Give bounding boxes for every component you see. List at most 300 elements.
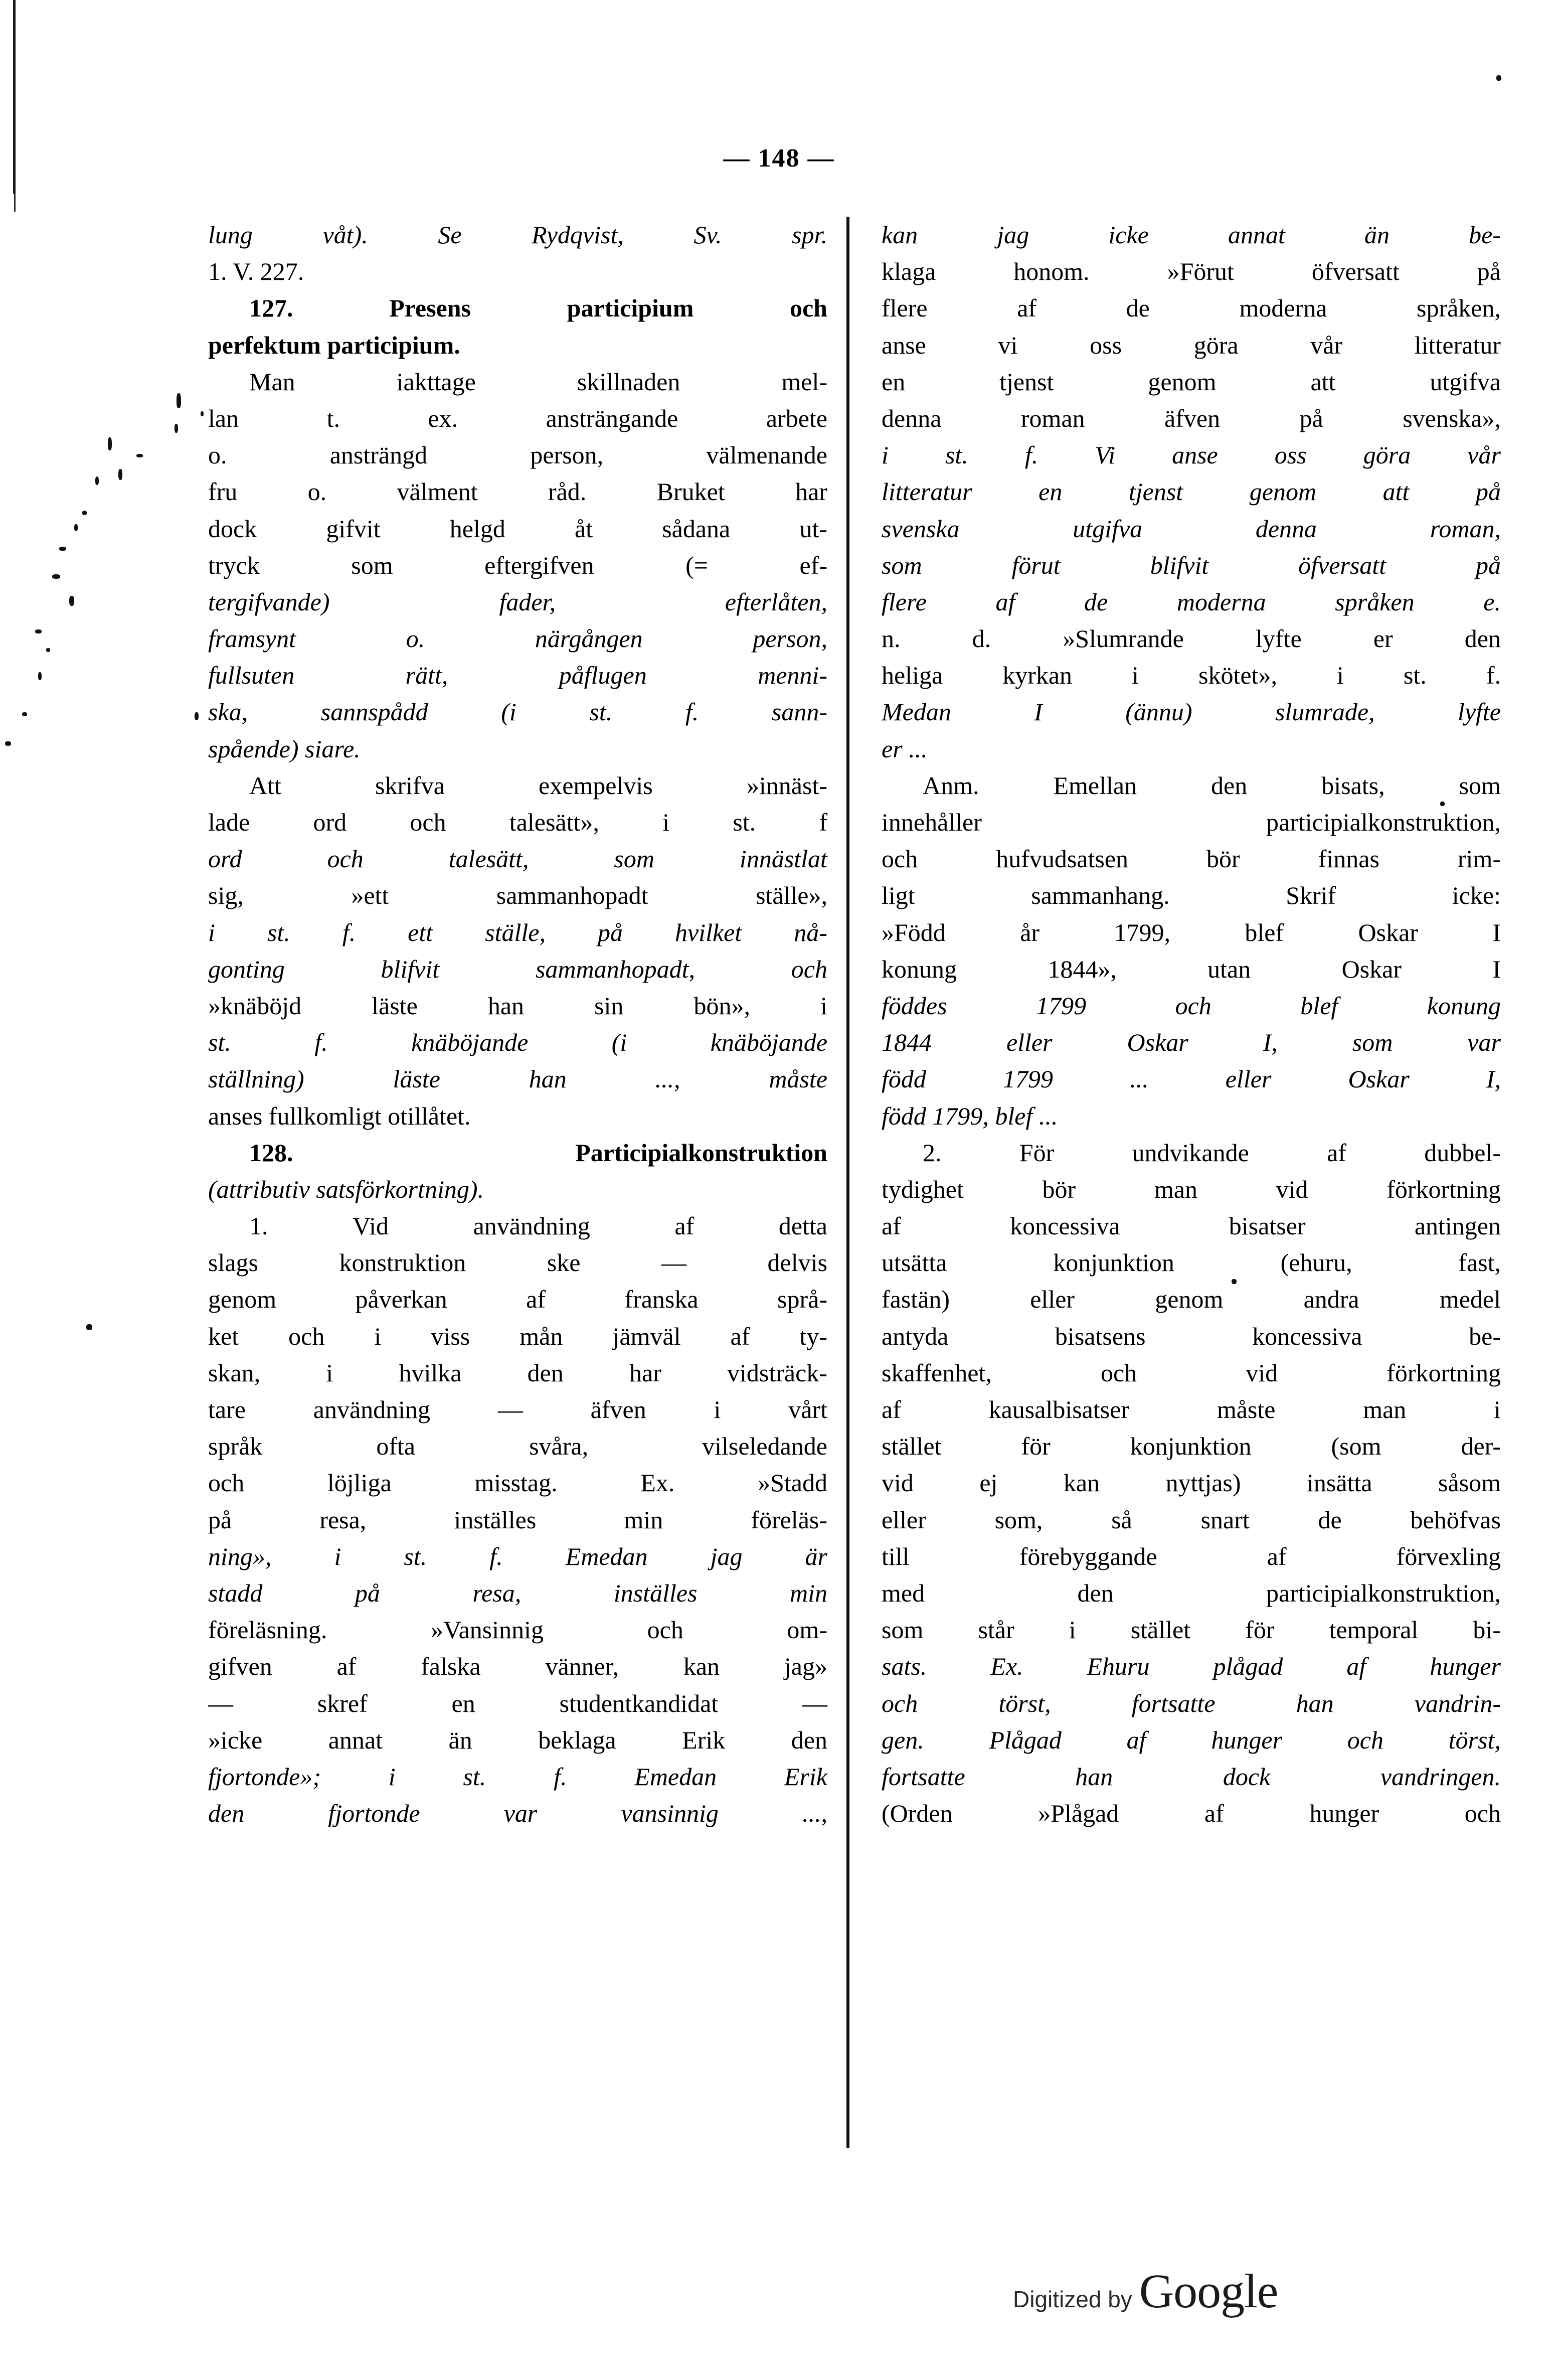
word: hunger (1211, 1725, 1282, 1754)
word: på (1299, 404, 1323, 432)
word: född (882, 1065, 926, 1093)
word: o. (406, 624, 425, 653)
word: dubbel- (1424, 1138, 1501, 1167)
word: anse (1172, 441, 1218, 469)
word: n. (882, 624, 901, 653)
word: konung (1427, 991, 1501, 1020)
word: i (1132, 661, 1139, 690)
word: ej (979, 1469, 998, 1497)
text-line (882, 327, 1501, 364)
word: kyrkan (1002, 661, 1073, 690)
word: st. (733, 808, 756, 836)
word: litteratur (1414, 331, 1501, 359)
text-line (882, 1318, 1501, 1355)
text-line (882, 1208, 1501, 1244)
word: kan (683, 1652, 720, 1681)
text-line (882, 1391, 1501, 1428)
text-line (882, 1759, 1501, 1795)
word: ut- (799, 514, 827, 543)
word: (i (501, 698, 516, 726)
word: i (1336, 661, 1344, 690)
text-line (208, 914, 827, 951)
word: i (208, 918, 215, 946)
word: »icke (208, 1725, 263, 1754)
text-line: (attributiv satsförkortning). (208, 1175, 484, 1203)
word: f. (1024, 441, 1038, 469)
word: de (1318, 1505, 1342, 1534)
text-line (882, 511, 1501, 547)
word: inställes (613, 1578, 698, 1607)
dust-speck (201, 411, 204, 416)
google-logo-text: Google (1139, 2264, 1278, 2318)
dust-speck (195, 712, 199, 720)
word: »Plågad (1038, 1799, 1119, 1828)
word: 2. (923, 1138, 942, 1167)
word: den (208, 1799, 245, 1828)
word: koncessiva (1010, 1212, 1120, 1240)
word: eller (882, 1505, 926, 1534)
word: ning», (208, 1542, 272, 1570)
word: för (1021, 1432, 1051, 1461)
word: falska (421, 1652, 481, 1681)
dust-speck (69, 596, 74, 606)
word: i (662, 808, 670, 836)
word: han (529, 1065, 567, 1093)
word: skaffenhet, (882, 1358, 992, 1387)
dust-speck (82, 511, 87, 515)
word: (ännu) (1125, 698, 1192, 726)
text-line (882, 217, 1501, 253)
word: studentkandidat (559, 1689, 719, 1717)
text-line (208, 1244, 827, 1281)
word: min (624, 1505, 663, 1534)
word: dock (1223, 1762, 1271, 1791)
word: af (674, 1212, 695, 1240)
word: — (661, 1248, 686, 1277)
word: äfven (1164, 404, 1221, 432)
word: än (448, 1725, 472, 1754)
word: Sv. (694, 221, 722, 249)
word: flere (882, 587, 927, 616)
word: mel- (781, 367, 827, 396)
word: menni- (758, 661, 827, 690)
word: svenska», (1403, 404, 1501, 432)
text-line (208, 511, 827, 547)
text-line (882, 1355, 1501, 1391)
word: genom (208, 1285, 277, 1314)
text-line (882, 364, 1501, 400)
word: i (388, 1762, 396, 1791)
word: af (730, 1322, 750, 1350)
word: resa, (472, 1578, 522, 1607)
word: som (882, 1616, 924, 1644)
word: tydighet (882, 1175, 964, 1203)
word: skan, (208, 1358, 261, 1387)
word: participialkonstruktion, (1266, 808, 1501, 836)
word: af (1267, 1542, 1287, 1570)
word: var (1467, 1028, 1501, 1057)
scan-edge-artifact-lower (14, 194, 16, 212)
dust-speck (95, 477, 99, 485)
word: ord (208, 845, 242, 873)
word: Se (438, 221, 462, 249)
word: undvikande (1132, 1138, 1249, 1167)
word: i (882, 441, 889, 469)
word: eller (1030, 1285, 1075, 1314)
word: ty- (799, 1322, 827, 1350)
text-line (882, 1575, 1501, 1612)
word: bön», (694, 991, 750, 1020)
text-line (882, 584, 1501, 620)
word: skillnaden (577, 367, 680, 396)
word: som (1459, 771, 1501, 800)
word: vår (1467, 441, 1501, 469)
word: litteratur (882, 478, 972, 506)
word: slumrade, (1275, 698, 1375, 726)
word: påflugen (559, 661, 647, 690)
word: vandringen. (1380, 1762, 1501, 1791)
word: ... (1130, 1065, 1149, 1093)
word: lyfte (1457, 698, 1501, 726)
word: törst, (998, 1689, 1051, 1717)
word: löjliga (327, 1469, 392, 1497)
word: på (208, 1505, 232, 1534)
text-line (208, 1612, 827, 1648)
word: fast, (1458, 1248, 1501, 1277)
word: Skrif (1286, 881, 1336, 910)
text-line (882, 1648, 1501, 1685)
word: utgifva (1430, 367, 1501, 396)
word: knäböjande (710, 1028, 827, 1057)
text-line (882, 547, 1501, 584)
text-line: anses fullkomligt otillåtet. (208, 1101, 471, 1130)
word: fader, (499, 587, 556, 616)
text-line (882, 1061, 1501, 1097)
word: man (1154, 1175, 1197, 1203)
word: (ehuru, (1280, 1248, 1352, 1277)
word: innästlat (739, 845, 827, 873)
word: har (795, 478, 827, 506)
watermark-prefix-text: Digitized by (1013, 2286, 1132, 2312)
word: blef (1245, 918, 1284, 946)
word: föreläs- (751, 1505, 827, 1534)
word: bör (1206, 845, 1240, 873)
word: och (882, 1689, 918, 1717)
text-line (208, 767, 827, 804)
word: att (1382, 478, 1410, 506)
word: fastän) (882, 1285, 950, 1314)
word: sann- (771, 698, 827, 726)
word: stället (1130, 1616, 1191, 1644)
word: antingen (1414, 1212, 1501, 1240)
word: måste (1217, 1395, 1276, 1423)
word: Plågad (989, 1725, 1062, 1754)
text-line (882, 1502, 1501, 1538)
word: tjenst (999, 367, 1054, 396)
word: 127. (249, 294, 293, 323)
word: behöfvas (1410, 1505, 1501, 1534)
dust-speck (136, 454, 143, 457)
word: st. (1403, 661, 1427, 690)
word: ligt (882, 881, 915, 910)
word: sannspådd (320, 698, 428, 726)
word: »Född (882, 918, 946, 946)
word: 128. (249, 1138, 293, 1167)
word: svåra, (529, 1432, 589, 1461)
word: antyda (882, 1322, 949, 1350)
text-line (208, 804, 827, 841)
column-divider-rule (846, 217, 849, 2148)
word: moderna (1239, 294, 1327, 323)
word: viss (431, 1322, 470, 1350)
word: temporal (1329, 1616, 1419, 1644)
text-line (208, 1024, 827, 1061)
word: och (647, 1616, 683, 1644)
word: Emedan (634, 1762, 717, 1791)
text-line (882, 1685, 1501, 1722)
word: fortsatte (882, 1762, 965, 1791)
word: »innäst- (746, 771, 827, 800)
word: 1799 (1003, 1065, 1054, 1093)
word: (som (1331, 1432, 1381, 1461)
word: Anm. (923, 771, 979, 800)
word: språken, (1417, 294, 1501, 323)
word: genom (1148, 367, 1217, 396)
word: »Stadd (758, 1469, 827, 1497)
word: en (882, 367, 906, 396)
word: Ex. (990, 1652, 1023, 1681)
word: skötet», (1198, 661, 1277, 690)
word: till (882, 1542, 910, 1570)
word: som (351, 551, 393, 579)
text-line (882, 400, 1501, 437)
word: 1844 (882, 1028, 932, 1057)
word: förebyggande (1019, 1542, 1157, 1570)
word: af (1204, 1799, 1224, 1828)
dust-speck (175, 424, 178, 433)
word: heliga (882, 661, 943, 690)
text-line (208, 1795, 827, 1832)
word: närgången (535, 624, 643, 653)
word: språ- (777, 1285, 827, 1314)
text-line (882, 841, 1501, 877)
word: — (497, 1395, 523, 1423)
text-line (208, 877, 827, 914)
word: utgifva (1073, 514, 1143, 543)
word: Vid (353, 1212, 389, 1240)
word: lung (208, 221, 253, 249)
word: (Orden (882, 1799, 953, 1828)
word: hunger (1309, 1799, 1379, 1828)
dust-speck (38, 672, 42, 680)
word: användning (473, 1212, 590, 1240)
word: spr. (792, 221, 827, 249)
word: genom (1249, 478, 1317, 506)
word: vid (882, 1469, 914, 1497)
word: slags (208, 1248, 258, 1277)
text-line: spående) siare. (208, 734, 361, 763)
text-line (208, 290, 827, 327)
word: 1. (249, 1212, 268, 1240)
word: beklaga (538, 1725, 616, 1754)
text-line (208, 1648, 827, 1685)
word: förkortning (1387, 1358, 1501, 1387)
word: som (614, 845, 654, 873)
text-line (208, 841, 827, 877)
text-line (882, 290, 1501, 327)
word: sammanhang. (1031, 881, 1170, 910)
word: af (995, 587, 1015, 616)
word: utsätta (882, 1248, 947, 1277)
word: lan (208, 404, 239, 432)
word: Ehuru (1087, 1652, 1150, 1681)
dust-speck (5, 741, 11, 746)
word: han (487, 991, 525, 1020)
word: jämväl (612, 1322, 681, 1350)
word: o. (208, 441, 227, 469)
word: som, (994, 1505, 1043, 1534)
text-line (208, 1318, 827, 1355)
word: er (1373, 624, 1393, 653)
word: icke (1108, 221, 1149, 249)
word: bisatsens (1055, 1322, 1146, 1350)
word: förvexling (1396, 1542, 1501, 1570)
word: franska (624, 1285, 699, 1314)
word: såsom (1438, 1469, 1501, 1497)
word: tjenst (1128, 478, 1183, 506)
word: icke: (1452, 881, 1501, 910)
text-line (882, 877, 1501, 914)
word: han (1296, 1689, 1334, 1717)
word: (= (685, 551, 708, 579)
word: af (526, 1285, 546, 1314)
word: konung (882, 955, 957, 983)
word: den (791, 1725, 827, 1754)
word: den (1464, 624, 1501, 653)
dust-speck (74, 524, 78, 531)
word: Emedan (565, 1542, 648, 1570)
word: välment (397, 478, 478, 506)
dust-speck (46, 648, 50, 652)
word: I (1034, 698, 1043, 726)
word: 1844», (1048, 955, 1117, 983)
word: så (1111, 1505, 1132, 1534)
dust-speck (52, 574, 60, 579)
word: gonting (208, 955, 285, 983)
word: hunger (1430, 1652, 1501, 1681)
word: äfven (590, 1395, 646, 1423)
word: vid (1246, 1358, 1278, 1387)
text-line (882, 951, 1501, 988)
word: hufvudsatsen (996, 845, 1129, 873)
word: d. (972, 624, 991, 653)
word: utan (1207, 955, 1251, 983)
dust-speck (108, 437, 112, 450)
word: bisatser (1229, 1212, 1306, 1240)
word: som (882, 551, 922, 579)
word: Att (249, 771, 281, 800)
word: ställe, (485, 918, 546, 946)
word: knäböjande (411, 1028, 529, 1057)
word: konstruktion (339, 1248, 466, 1277)
text-line (882, 1024, 1501, 1061)
word: i (1494, 1395, 1501, 1423)
word: moderna (1176, 587, 1266, 616)
word: måste (769, 1065, 827, 1093)
word: hvilket (674, 918, 742, 946)
word: skrifva (375, 771, 445, 800)
word: af (1126, 1725, 1146, 1754)
text-line (882, 914, 1501, 951)
word: Erik (784, 1762, 827, 1791)
word: delvis (767, 1248, 827, 1277)
text-line (882, 1465, 1501, 1501)
word: åt (575, 514, 593, 543)
text-line (882, 1281, 1501, 1318)
word: »Slumrande (1063, 624, 1184, 653)
word: dock (208, 514, 257, 543)
word: gen. (882, 1725, 924, 1754)
word: nå- (794, 918, 827, 946)
word: I, (1263, 1028, 1278, 1057)
word: på (1475, 551, 1501, 579)
text-line (882, 1612, 1501, 1648)
word: och (327, 845, 364, 873)
word: på (597, 918, 623, 946)
word: helgd (449, 514, 505, 543)
word: plågad (1213, 1652, 1283, 1681)
word: person, (530, 441, 604, 469)
word: genom (1155, 1285, 1224, 1314)
text-line: född 1799, blef ... (882, 1101, 1058, 1130)
word: man (1363, 1395, 1407, 1423)
text-line (208, 437, 827, 473)
word: arbete (766, 404, 827, 432)
word: blifvit (1150, 551, 1209, 579)
word: Oskar (1358, 918, 1418, 946)
text-line (882, 1244, 1501, 1281)
word: ställe», (755, 881, 827, 910)
text-line (882, 1428, 1501, 1465)
word: denna (882, 404, 942, 432)
word: nyttjas) (1165, 1469, 1241, 1497)
word: svenska (882, 514, 960, 543)
word: ord (313, 808, 347, 836)
word: Participialkonstruktion (575, 1138, 827, 1167)
text-line (208, 400, 827, 437)
word: »Vansinnig (431, 1616, 544, 1644)
word: resa, (319, 1505, 367, 1534)
word: råd. (548, 478, 587, 506)
word: en (1038, 478, 1063, 506)
word: ställning) (208, 1065, 304, 1093)
word: och (1100, 1358, 1137, 1387)
word: göra (1363, 441, 1411, 469)
word: exempelvis (539, 771, 653, 800)
word: och (882, 845, 918, 873)
word: och (1175, 991, 1211, 1020)
text-line (882, 804, 1501, 841)
word: och (1347, 1725, 1383, 1754)
word: f. (314, 1028, 328, 1057)
text-line: 1. V. 227. (208, 257, 304, 286)
word: gifven (208, 1652, 272, 1681)
word: ska, (208, 698, 248, 726)
word: participialkonstruktion, (1266, 1578, 1501, 1607)
word: läste (393, 1065, 440, 1093)
text-line (882, 694, 1501, 730)
word: iakttage (396, 367, 476, 396)
